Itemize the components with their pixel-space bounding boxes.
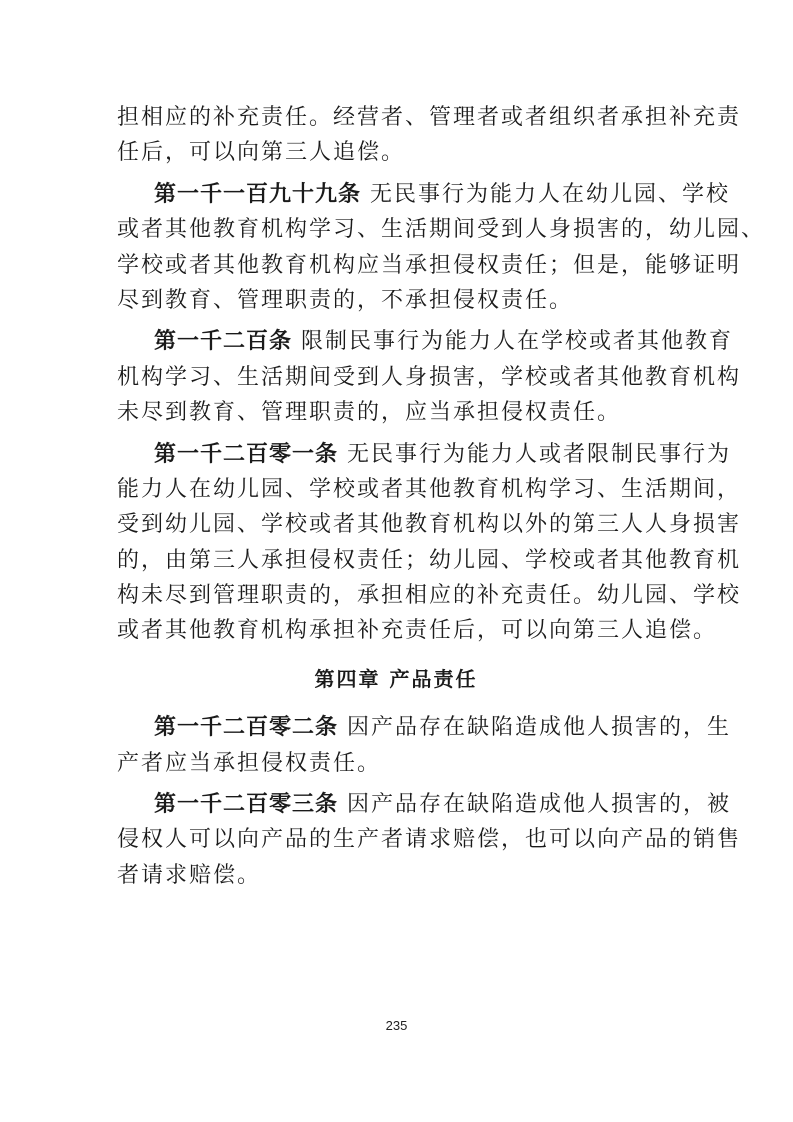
text-line: 受到幼儿园、学校或者其他教育机构以外的第三人人身损害	[117, 512, 742, 538]
continuation-paragraph	[117, 100, 742, 171]
text-line: 的，由第三人承担侵权责任；幼儿园、学校或者其他教育机	[117, 547, 742, 573]
article-text: 因产品存在缺陷造成他人损害的，被	[347, 792, 732, 818]
article-label: 第一千二百零三条	[154, 792, 339, 818]
article-1200	[117, 324, 742, 430]
article-label: 第一千一百九十九条	[154, 181, 362, 207]
article-first-line	[117, 787, 732, 822]
text-line: 侵权人可以向产品的生产者请求赔偿，也可以向产品的销售	[117, 827, 742, 853]
text-line: 构未尽到管理职责的，承担相应的补充责任。幼儿园、学校	[117, 583, 742, 609]
text-line: 或者其他教育机构学习、生活期间受到人身损害的，幼儿园、	[117, 217, 766, 243]
article-1203	[117, 787, 742, 893]
article-text: 限制民事行为能力人在学校或者其他教育	[301, 329, 734, 355]
text-line: 担相应的补充责任。经营者、管理者或者组织者承担补充责	[117, 105, 742, 130]
article-first-line	[117, 710, 732, 745]
text-line: 未尽到教育、管理职责的，应当承担侵权责任。	[117, 400, 622, 426]
text-line: 者请求赔偿。	[117, 862, 262, 888]
text-line: 能力人在幼儿园、学校或者其他教育机构学习、生活期间，	[117, 476, 742, 502]
text-line: 尽到教育、管理职责的，不承担侵权责任。	[117, 287, 574, 313]
article-label: 第一千二百零一条	[154, 441, 339, 467]
document-page	[117, 100, 766, 899]
article-text: 无民事行为能力人在幼儿园、学校	[370, 181, 731, 207]
article-first-line	[117, 437, 732, 472]
text-line: 机构学习、生活期间受到人身损害，学校或者其他教育机构	[117, 364, 742, 390]
article-1201	[117, 437, 742, 649]
text-line: 任后，可以向第三人追偿。	[117, 140, 406, 166]
page-number: 235	[385, 1018, 408, 1033]
text-line: 产者应当承担侵权责任。	[117, 750, 382, 776]
article-1202	[117, 710, 732, 781]
article-label: 第一千二百零二条	[154, 715, 339, 741]
article-text: 因产品存在缺陷造成他人损害的，生	[347, 715, 732, 741]
article-1199	[117, 177, 766, 319]
article-label: 第一千二百条	[154, 329, 293, 355]
article-first-line	[117, 324, 734, 359]
article-text: 无民事行为能力人或者限制民事行为	[347, 441, 732, 467]
article-first-line	[117, 177, 731, 212]
text-line: 或者其他教育机构承担补充责任后，可以向第三人追偿。	[117, 618, 718, 644]
text-line: 学校或者其他教育机构应当承担侵权责任；但是，能够证明	[117, 252, 742, 278]
chapter-heading: 第四章 产品责任	[314, 666, 478, 691]
